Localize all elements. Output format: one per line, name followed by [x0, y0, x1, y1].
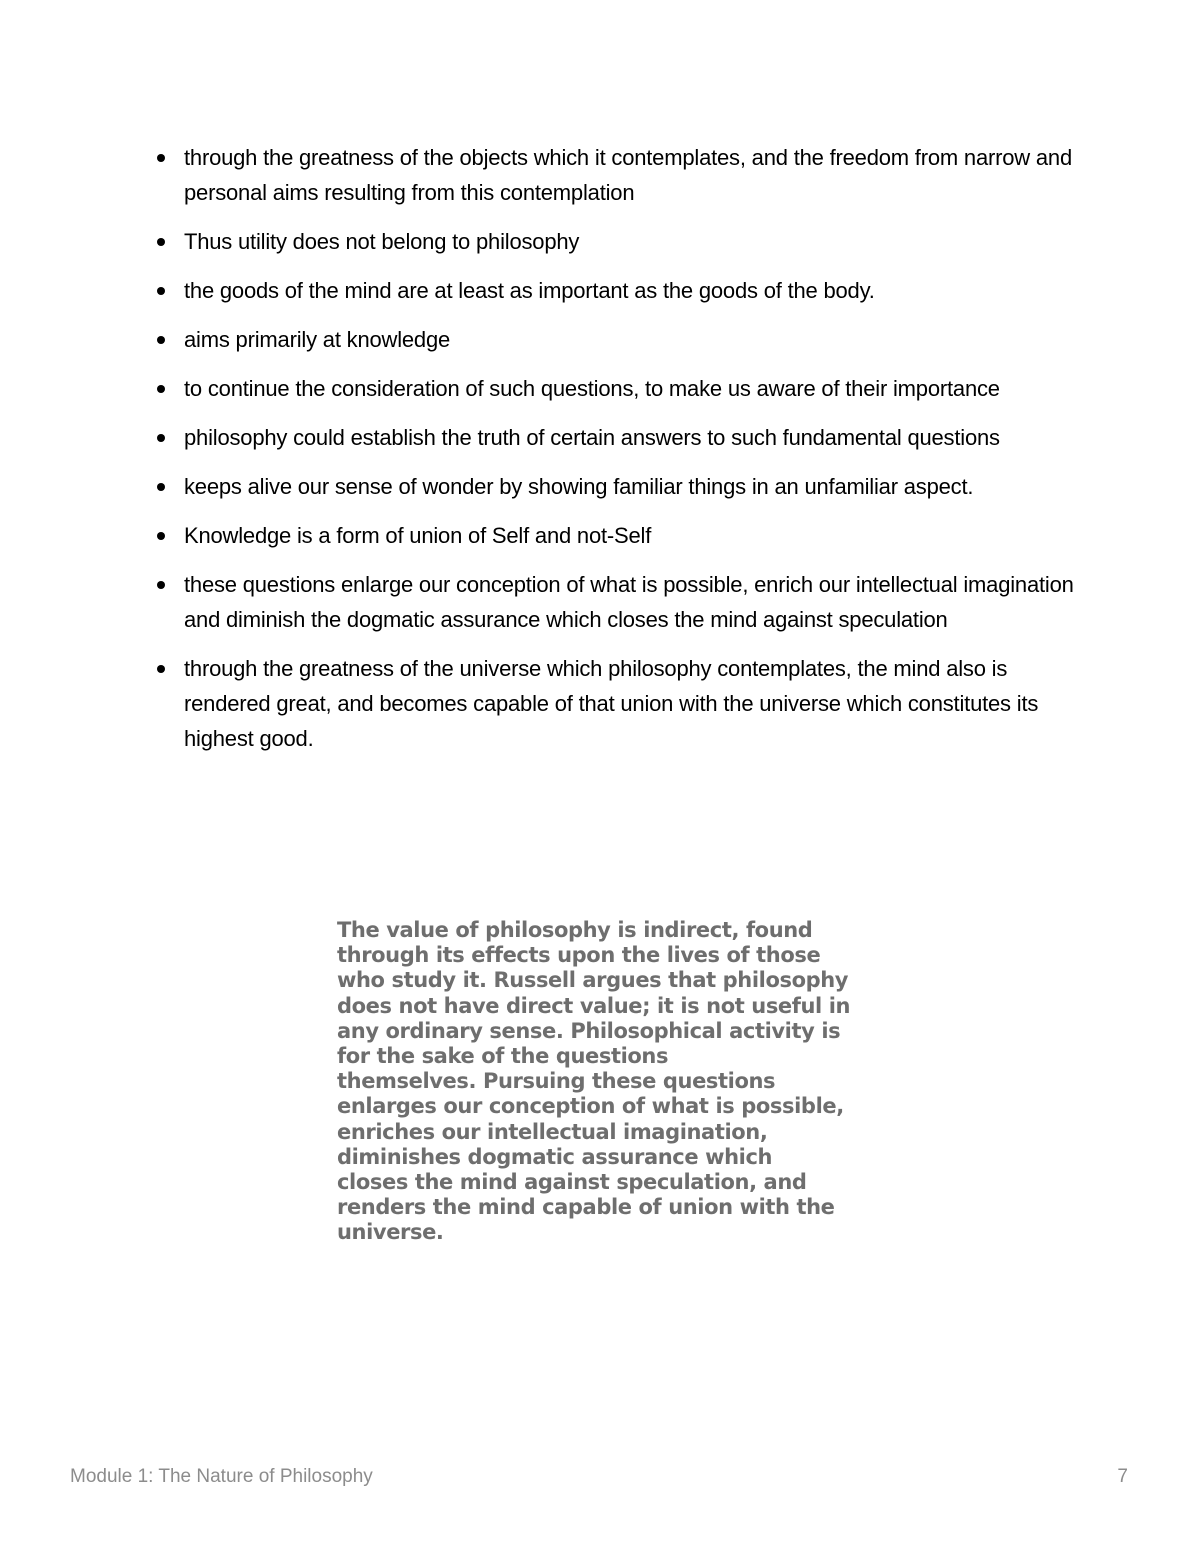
- list-item-text: through the greatness of the objects which it contemplates, and the freedom from narrow and personal aims resulting from this contemplation: [184, 145, 1072, 205]
- list-item: [150, 273, 1080, 308]
- list-item: [150, 420, 1080, 455]
- bullet-icon: [157, 434, 165, 442]
- list-item: [150, 371, 1080, 406]
- list-item-text: to continue the consideration of such questions, to make us aware of their importance: [184, 376, 1000, 401]
- list-item: [150, 469, 1080, 504]
- list-item-text: aims primarily at knowledge: [184, 327, 451, 352]
- bullet-icon: [157, 581, 165, 589]
- bullet-icon: [157, 336, 165, 344]
- list-item: [150, 651, 1080, 756]
- bullet-icon: [157, 665, 165, 673]
- bullet-icon: [157, 385, 165, 393]
- list-item-text: through the greatness of the universe which philosophy contemplates, the mind also is rendered great, and becomes capable of that union with the universe which constitutes its highest good.: [184, 656, 1039, 751]
- list-item: [150, 224, 1080, 259]
- bullet-icon: [157, 483, 165, 491]
- list-item-text: keeps alive our sense of wonder by showing familiar things in an unfamiliar aspect.: [184, 474, 974, 499]
- summary-callout: The value of philosophy is indirect, found through its effects upon the lives of those who study it. Russell argues that philosophy does not have direct value; it is not useful in any ordinary sense. Philosophical activity is for the sake of the questions themselves. Pursuing these questions enlarges our conception of what is possible, enriches our intellectual imagination, diminishes dogmatic assurance which closes the mind against speculation, and renders the mind capable of union with the universe.: [337, 918, 851, 1245]
- list-item-text: Knowledge is a form of union of Self and not-Self: [184, 523, 652, 548]
- list-item-text: these questions enlarge our conception of what is possible, enrich our intellectual imagination and diminish the dogmatic assurance which closes the mind against speculation: [184, 572, 1074, 632]
- list-item-text: philosophy could establish the truth of certain answers to such fundamental questions: [184, 425, 1000, 450]
- list-item-text: Thus utility does not belong to philosophy: [184, 229, 580, 254]
- list-item: [150, 518, 1080, 553]
- list-item: [150, 567, 1080, 637]
- list-item-text: the goods of the mind are at least as important as the goods of the body.: [184, 278, 875, 303]
- bullet-icon: [157, 532, 165, 540]
- page-number: 7: [1117, 1466, 1128, 1487]
- bullet-icon: [157, 154, 165, 162]
- bullet-icon: [157, 287, 165, 295]
- list-item: [150, 322, 1080, 357]
- bullet-icon: [157, 238, 165, 246]
- footer-module-title: Module 1: The Nature of Philosophy: [70, 1466, 373, 1487]
- list-item: [150, 140, 1080, 210]
- bullet-list: [150, 140, 1080, 770]
